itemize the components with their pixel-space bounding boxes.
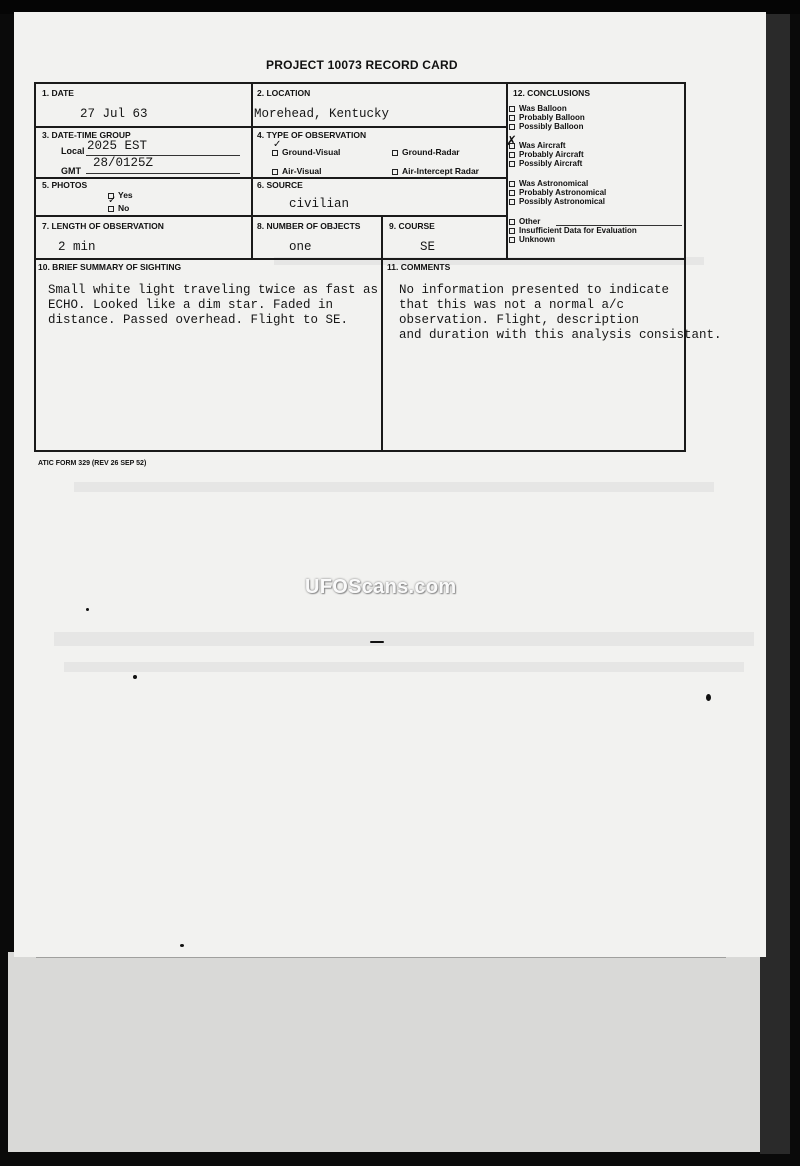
grid-line xyxy=(506,84,508,258)
course-value: SE xyxy=(420,240,436,254)
dust-speck xyxy=(133,675,137,679)
conclusions-label: 12. CONCLUSIONS xyxy=(513,88,590,98)
comments-line: and duration with this analysis consistant. xyxy=(399,328,722,342)
conclusion-was-aircraft: Was Aircraft xyxy=(509,141,566,150)
scan-background-lower xyxy=(8,952,788,1152)
objects-value: one xyxy=(289,240,312,254)
checkbox-icon xyxy=(272,169,278,175)
grid-line xyxy=(36,258,686,260)
conclusion-probably-aircraft: Probably Aircraft xyxy=(509,150,584,159)
local-time-value: 2025 EST xyxy=(87,139,148,153)
checkbox-icon xyxy=(509,115,515,121)
option-ground-radar: Ground-Radar xyxy=(392,147,460,157)
summary-line: ECHO. Looked like a dim star. Faded in xyxy=(48,298,334,312)
check-mark-icon: ✓ xyxy=(108,195,117,206)
grid-line xyxy=(36,126,506,128)
dust-speck xyxy=(370,641,384,643)
conclusion-insufficient-data: Insufficient Data for Evaluation xyxy=(509,226,637,235)
comments-line: that this was not a normal a/c xyxy=(399,298,625,312)
length-label: 7. LENGTH OF OBSERVATION xyxy=(42,221,164,231)
length-value: 2 min xyxy=(58,240,96,254)
form-number: ATIC FORM 329 (REV 26 SEP 52) xyxy=(38,460,147,467)
checkbox-icon xyxy=(392,150,398,156)
grid-line xyxy=(251,84,253,258)
option-air-visual: Air-Visual xyxy=(272,166,322,176)
date-value: 27 Jul 63 xyxy=(80,107,148,121)
conclusion-probably-astronomical: Probably Astronomical xyxy=(509,188,606,197)
comments-label: 11. COMMENTS xyxy=(387,262,451,272)
gmt-value: 28/0125Z xyxy=(93,156,154,170)
gmt-label: GMT xyxy=(61,166,81,176)
summary-line: distance. Passed overhead. Flight to SE. xyxy=(48,313,349,327)
record-card xyxy=(34,82,722,452)
course-label: 9. COURSE xyxy=(389,221,435,231)
checkbox-icon xyxy=(509,228,515,234)
checkbox-icon xyxy=(509,237,515,243)
checkbox-icon xyxy=(509,124,515,130)
checkbox-icon xyxy=(509,219,515,225)
conclusion-was-balloon: Was Balloon xyxy=(509,104,567,113)
checkbox-icon xyxy=(509,199,515,205)
comments-line: No information presented to indicate xyxy=(399,283,670,297)
conclusion-unknown: Unknown xyxy=(509,235,555,244)
date-time-group-label: 3. DATE-TIME GROUP xyxy=(42,130,131,140)
bleed-through-line xyxy=(74,482,714,492)
checkbox-icon xyxy=(509,181,515,187)
conclusion-was-astronomical: Was Astronomical xyxy=(509,179,588,188)
photos-label: 5. PHOTOS xyxy=(42,180,88,190)
check-mark-icon: ✓ xyxy=(273,139,282,150)
summary-line: Small white light traveling twice as fast as xyxy=(48,283,379,297)
summary-text xyxy=(48,283,378,328)
dust-speck xyxy=(706,694,711,701)
conclusion-possibly-astronomical: Possibly Astronomical xyxy=(509,197,605,206)
conclusion-other: Other xyxy=(509,217,540,226)
option-photos-no: No xyxy=(108,203,129,213)
conclusion-probably-balloon: Probably Balloon xyxy=(509,113,585,122)
bleed-through-line xyxy=(64,662,744,672)
observation-type-label: 4. TYPE OF OBSERVATION xyxy=(257,130,367,140)
gmt-underline xyxy=(86,173,240,174)
dust-speck xyxy=(180,944,184,947)
dust-speck xyxy=(86,608,89,611)
option-photos-yes: Yes xyxy=(108,190,133,200)
checkbox-icon xyxy=(272,150,278,156)
local-label: Local xyxy=(61,146,85,156)
grid-line xyxy=(36,177,506,179)
checkbox-icon xyxy=(509,106,515,112)
comments-text xyxy=(399,283,722,343)
checkbox-icon xyxy=(509,152,515,158)
conclusion-possibly-aircraft: Possibly Aircraft xyxy=(509,159,582,168)
check-mark-icon: ✗ xyxy=(506,134,517,149)
card-title: PROJECT 10073 RECORD CARD xyxy=(266,58,458,72)
summary-label: 10. BRIEF SUMMARY OF SIGHTING xyxy=(38,262,182,272)
checkbox-icon xyxy=(509,161,515,167)
source-label: 6. SOURCE xyxy=(257,180,303,190)
grid-line xyxy=(381,215,383,450)
comments-line: observation. Flight, description xyxy=(399,313,640,327)
objects-label: 8. NUMBER OF OBJECTS xyxy=(257,221,361,231)
watermark: UFOScans.com xyxy=(305,576,457,598)
location-label: 2. LOCATION xyxy=(257,88,311,98)
option-ground-visual: Ground-Visual xyxy=(272,147,340,157)
conclusion-possibly-balloon: Possibly Balloon xyxy=(509,122,583,131)
location-value: Morehead, Kentucky xyxy=(254,107,390,121)
checkbox-icon xyxy=(392,169,398,175)
source-value: civilian xyxy=(289,197,350,211)
date-label: 1. DATE xyxy=(42,88,74,98)
bleed-through-line xyxy=(54,632,754,646)
checkbox-icon xyxy=(509,190,515,196)
option-air-intercept-radar: Air-Intercept Radar xyxy=(392,166,479,176)
checkbox-icon xyxy=(108,206,114,212)
grid-line xyxy=(36,215,506,217)
